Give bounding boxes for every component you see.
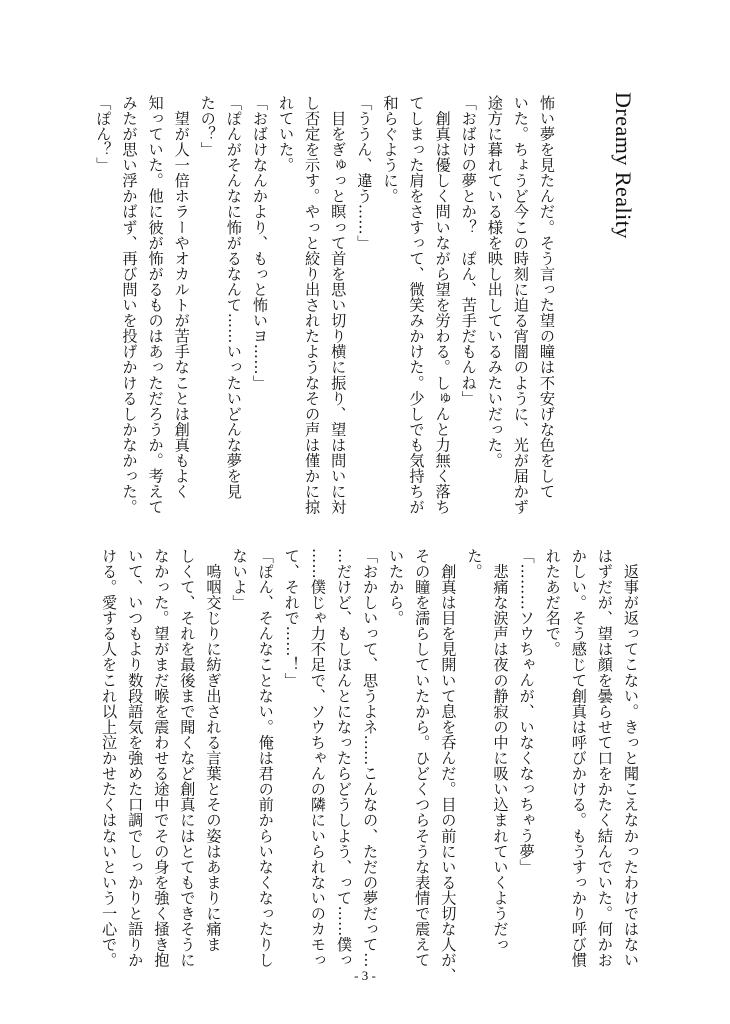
text-line: 「ぽん、そんなことない。俺は君の前からいなくなったりし [256, 548, 275, 968]
text-line: 嗚咽交じりに紡ぎ出される言葉とその姿はあまりに痛ま [204, 548, 223, 953]
text-line: 望が人一倍ホラーやオカルトが苦手なことは創真もよく [172, 95, 191, 500]
text-line: れていた。 [277, 95, 296, 173]
text-line: 和らぐように。 [381, 95, 400, 204]
text-line: 怖い夢を見たんだ。そう言った望の瞳は不安げな色をして [538, 95, 556, 500]
text-line: てしまった肩をさすって、微笑みかけた。少しでも気持ちが [407, 95, 426, 515]
text-line: 創真は優しく問いながら望を労わる。しゅんと力無く落ち [433, 95, 452, 515]
text-line: しくて、それを最後まで聞くなど創真にはとてもできそうに [178, 548, 197, 968]
text-line: ……僕じゃ力不足で、ソウちゃんの隣にいられないのカモっ [308, 548, 327, 968]
text-line: て、それで……！」 [282, 548, 301, 688]
upper-text-block [92, 95, 560, 515]
text-line: 悲痛な涙声は夜の静寂の中に吸い込まれていくようだっ [491, 548, 510, 953]
text-line: はずだが、望は顔を曇らせて口をかたく結んでいた。何かお [595, 548, 614, 968]
text-line: し否定を示す。やっと絞り出されたようなその声は僅かに掠 [303, 95, 322, 515]
text-line: 創真は目を見開いて息を呑んだ。目の前にいる大切な人が、 [439, 548, 458, 984]
text-line: 「ぽんがそんなに怖がるなんて……いったいどんな夢を見 [224, 95, 243, 500]
text-line: 「おばけの夢とか？ ぽん、苦手だもんね」 [459, 95, 478, 406]
text-line: 返事が返ってこない。きっと聞こえなかったわけではない [622, 548, 640, 968]
text-line: 「ぽん？」 [94, 95, 113, 173]
text-line: …だけど、もしほんとになったらどうしよう、って……僕っ [334, 548, 353, 968]
text-line: 目をぎゅっと瞑って首を思い切り横に振り、望は問いに対 [329, 95, 348, 515]
text-line: 途方に暮れている様を映し出しているみたいだった。 [485, 95, 504, 469]
text-line: 知っていた。他に彼が怖がるものはあっただろうか。考えて [146, 95, 165, 515]
text-line: 「おばけなんかより、もっと怖いヨ……」 [250, 95, 269, 391]
page-number: - 3 - [354, 968, 376, 983]
text-line: ないよ」 [230, 548, 249, 611]
text-line: かしい。そう感じて創真は呼びかける。もうすっかり呼び慣 [569, 548, 588, 968]
text-line: いた。ちょうど今この時刻に迫る宵闇のように、光が届かず [511, 95, 530, 515]
text-line: 「………ソウちゃんが、いなくなっちゃう夢」 [517, 548, 536, 875]
text-line: ける。愛する人をこれ以上泣かせたくはないという一心で。 [100, 548, 119, 968]
text-line: いたから。 [387, 548, 406, 626]
lower-text-block [92, 548, 644, 984]
text-line: その瞳を濡らしていたから。ひどくつらそうな表情で震えて [413, 548, 432, 968]
text-line: みたが思い浮かばず、再び問いを投げかけるしかなかった。 [120, 95, 139, 515]
text-line: なかった。望がまだ喉を震わせる途中でその身を強く掻き抱 [152, 548, 171, 968]
text-line: 「おかしいって、思うよネ……こんなの、ただの夢だって… [361, 548, 380, 968]
text-line: いて、いつもより数段語気を強めた口調でしっかりと語りか [126, 548, 145, 968]
page-title: Dreamy Reality [611, 92, 636, 239]
text-line: た。 [465, 548, 484, 580]
text-line: 「ううん、違う……」 [355, 95, 374, 251]
text-line: たの？」 [198, 95, 217, 158]
text-line: れたあだ名で。 [543, 548, 562, 657]
